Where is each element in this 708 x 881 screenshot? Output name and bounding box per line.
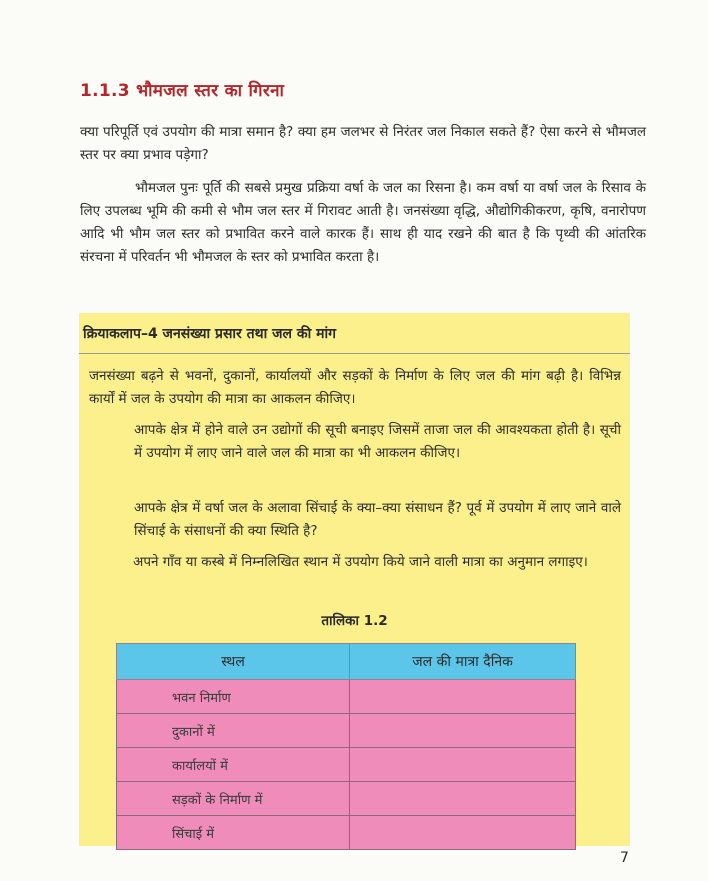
activity-paragraph-4: अपने गाँव या कस्बे में निम्नलिखित स्थान में उपयोग किये जाने वाली मात्रा का अनुमान लगाइए। [133,554,588,570]
table-row [117,748,576,782]
table-header-water-quantity: जल की मात्रा दैनिक [350,644,576,680]
table-cell-quantity [350,816,576,850]
table-row [117,782,576,816]
table-header-place: स्थल [117,644,350,680]
table-cell-place: भवन निर्माण [117,680,350,714]
activity-title-bar [79,313,630,354]
table-cell-place: सिंचाई में [117,816,350,850]
activity-paragraph-3: आपके क्षेत्र में वर्षा जल के अलावा सिंचाई के क्या–क्या संसाधन हैं? पूर्व में उपयोग में लाए जाने वाले सिंचाई के संसाधनों की क्या स्थिति है? [134,500,621,539]
table-cell-quantity [350,680,576,714]
activity-paragraph-2: आपके क्षेत्र में होने वाले उन उद्योगों की सूची बनाइए जिसमें ताजा जल की आवश्यकता होती है। सूची में उपयोग में लाए जाने वाले जल की मात्रा का भी आकलन कीजिए। [134,422,621,461]
body-paragraph-2: भौमजल पुनः पूर्ति की सबसे प्रमुख प्रक्रिया वर्षा के जल का रिसना है। कम वर्षा या वर्षा जल के रिसाव के लिए उपलब्ध भूमि की कमी से भौम जल स्तर में गिरावट आती है। जनसंख्या वृद्धि, औद्योगिकीकरण, कृषि, वनारोपण आदि भी भौम जल स्तर को प्रभावित करने वाले कारक हैं। साथ ही याद रखने की बात है कि पृथ्वी की आंतरिक संरचना में परिवर्तन भी भौमजल के स्तर को प्रभावित करता है। [80,180,646,265]
activity-title: क्रियाकलाप–4 जनसंख्या प्रसार तथा जल की मांग [83,326,336,342]
page-number: 7 [620,850,629,866]
table-cell-quantity [350,782,576,816]
table-cell-place: दुकानों में [117,714,350,748]
table-cell-place: सड़कों के निर्माण में [117,782,350,816]
table-cell-quantity [350,714,576,748]
table-header-row [117,644,576,680]
table-row [117,714,576,748]
table-cell-quantity [350,748,576,782]
table-caption: तालिका 1.2 [321,613,388,629]
water-usage-table [116,643,576,850]
body-paragraph-1: क्या परिपूर्ति एवं उपयोग की मात्रा समान है? क्या हम जलभर से निरंतर जल निकाल सकते हैं? ऐसा करने से भौमजल स्तर पर क्या प्रभाव पड़ेगा? [80,124,646,163]
section-heading: 1.1.3 भौमजल स्तर का गिरना [80,81,285,101]
table-row [117,680,576,714]
activity-paragraph-1: जनसंख्या बढ़ने से भवनों, दुकानों, कार्यालयों और सड़कों के निर्माण के लिए जल की मांग बढ़ी है। विभिन्न कार्यों में जल के उपयोग की मात्रा का आकलन कीजिए। [89,368,621,407]
table-cell-place: कार्यालयों में [117,748,350,782]
table-row [117,816,576,850]
activity-box [79,313,630,846]
